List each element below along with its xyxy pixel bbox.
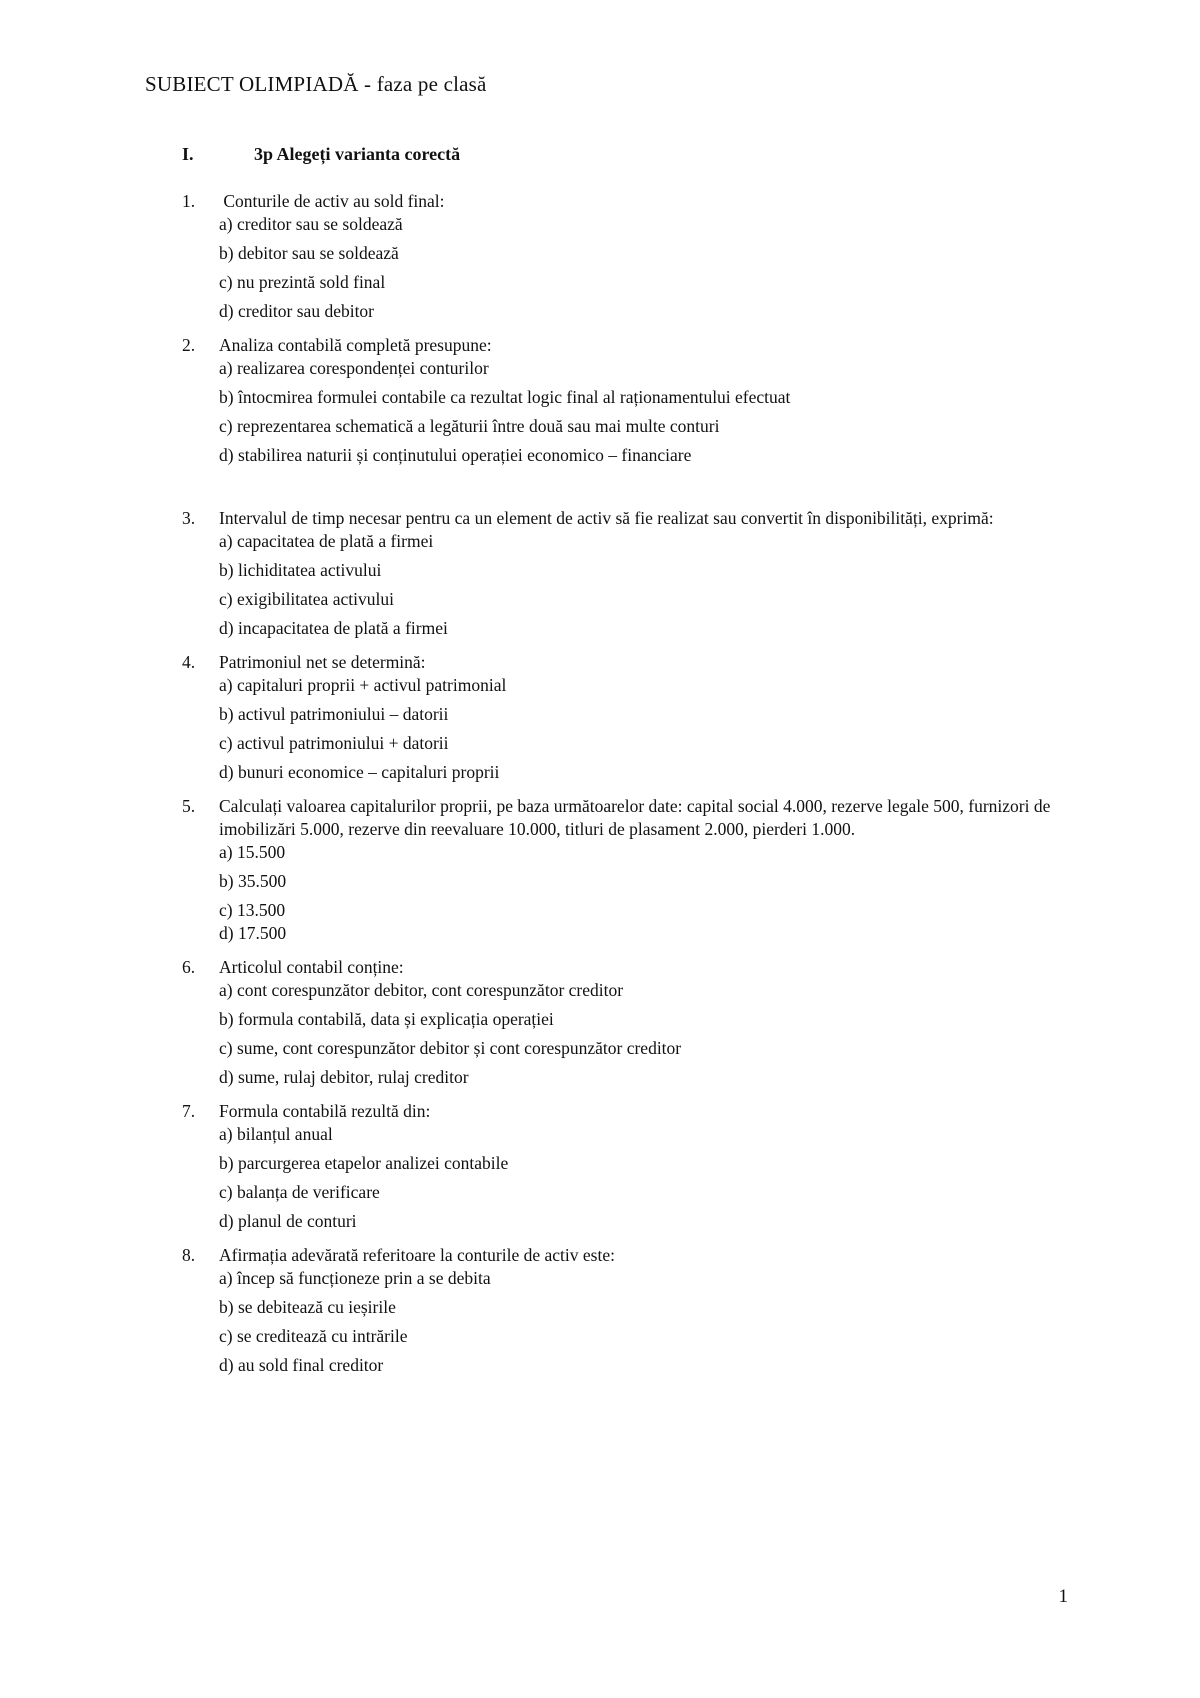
option-d: d) incapacitatea de plată a firmei — [219, 618, 448, 638]
option-b: b) formula contabilă, data și explicația operației — [219, 1009, 554, 1029]
option-a: a) cont corespunzător debitor, cont corespunzător creditor — [219, 980, 624, 1000]
option-b: b) întocmirea formulei contabile ca rezultat logic final al raționamentului efectuat — [219, 387, 791, 407]
question-7 — [182, 1100, 1062, 1233]
question-2 — [182, 334, 1062, 467]
question-stem: Afirmația adevărată referitoare la conturile de activ este: — [219, 1245, 615, 1265]
section-number: I. — [182, 144, 194, 164]
option-b: b) 35.500 — [219, 871, 287, 891]
question-number: 4. — [182, 652, 196, 672]
option-a: a) realizarea corespondenței conturilor — [219, 358, 489, 378]
question-number: 7. — [182, 1101, 196, 1121]
question-number: 6. — [182, 957, 196, 977]
question-stem: Formula contabilă rezultă din: — [219, 1101, 431, 1121]
option-c: c) reprezentarea schematică a legăturii între două sau mai multe conturi — [219, 416, 720, 436]
question-number: 8. — [182, 1245, 196, 1265]
option-a: a) bilanțul anual — [219, 1124, 333, 1144]
option-c: c) 13.500 — [219, 900, 286, 920]
option-a: a) capitaluri proprii + activul patrimonial — [219, 675, 507, 695]
option-c: c) nu prezintă sold final — [219, 272, 386, 292]
page-number: 1 — [1058, 1586, 1068, 1607]
question-6 — [182, 956, 1062, 1089]
question-stem: Calculați valoarea capitalurilor proprii, pe baza următoarelor date: capital social 4.000, rezerve legale 500, furnizori de imobilizări 5.000, rezerve din reevaluare 10.000, titluri de plasament 2.000, pierderi 1.000. — [219, 796, 1051, 839]
option-d: d) au sold final creditor — [219, 1355, 384, 1375]
question-8 — [182, 1244, 1062, 1377]
option-a: a) capacitatea de plată a firmei — [219, 531, 434, 551]
option-d: d) planul de conturi — [219, 1211, 357, 1231]
section-title: 3p Alegeți varianta corectă — [254, 144, 461, 164]
option-d: d) bunuri economice – capitaluri proprii — [219, 762, 500, 782]
section-heading — [182, 144, 460, 165]
option-c: c) activul patrimoniului + datorii — [219, 733, 449, 753]
question-1 — [182, 190, 1062, 323]
document-title: SUBIECT OLIMPIADĂ - faza pe clasă — [145, 72, 487, 96]
option-a: a) încep să funcționeze prin a se debita — [219, 1268, 491, 1288]
option-c: c) se creditează cu intrările — [219, 1326, 408, 1346]
option-b: b) parcurgerea etapelor analizei contabile — [219, 1153, 509, 1173]
question-5 — [182, 795, 1062, 945]
option-c: c) balanța de verificare — [219, 1182, 380, 1202]
question-number: 5. — [182, 796, 196, 816]
option-c: c) exigibilitatea activului — [219, 589, 394, 609]
option-d: d) stabilirea naturii și conținutului operației economico – financiare — [219, 445, 692, 465]
option-b: b) se debitează cu ieșirile — [219, 1297, 396, 1317]
question-number: 2. — [182, 335, 196, 355]
question-number: 3. — [182, 508, 196, 528]
question-stem: Analiza contabilă completă presupune: — [219, 335, 492, 355]
option-a: a) creditor sau se soldează — [219, 214, 403, 234]
question-stem: Intervalul de timp necesar pentru ca un element de activ să fie realizat sau convertit în disponibilități, exprimă: — [219, 508, 994, 528]
question-4 — [182, 651, 1062, 784]
question-3 — [182, 507, 1062, 640]
option-d: d) sume, rulaj debitor, rulaj creditor — [219, 1067, 469, 1087]
question-list — [182, 190, 1062, 1377]
option-b: b) lichiditatea activului — [219, 560, 382, 580]
question-stem: Articolul contabil conține: — [219, 957, 404, 977]
question-stem: Patrimoniul net se determină: — [219, 652, 426, 672]
question-number: 1. — [182, 191, 196, 211]
option-b: b) activul patrimoniului – datorii — [219, 704, 449, 724]
option-c: c) sume, cont corespunzător debitor și cont corespunzător creditor — [219, 1038, 682, 1058]
option-d: d) 17.500 — [219, 923, 287, 943]
option-a: a) 15.500 — [219, 842, 286, 862]
question-stem: Conturile de activ au sold final: — [219, 191, 445, 211]
option-d: d) creditor sau debitor — [219, 301, 375, 321]
option-b: b) debitor sau se soldează — [219, 243, 399, 263]
